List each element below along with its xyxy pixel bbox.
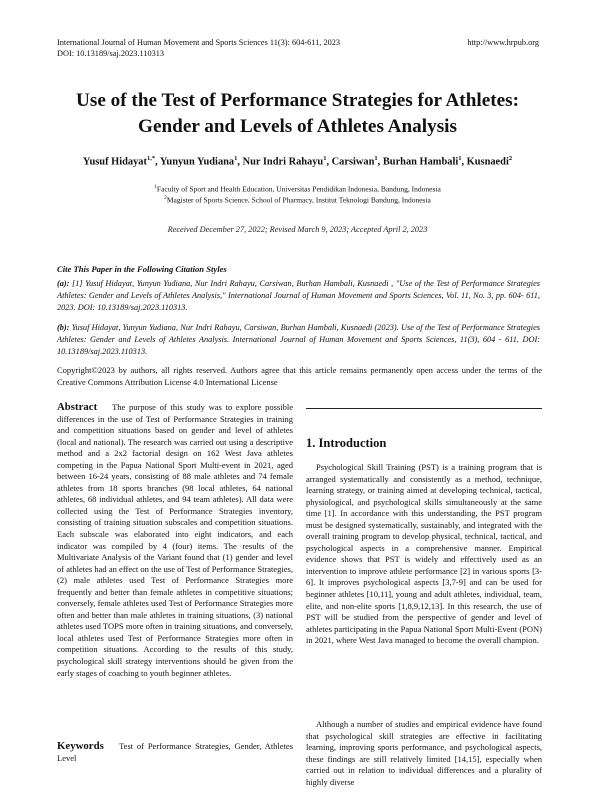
author-name: Burhan Hambali	[382, 156, 459, 168]
column-divider-rule	[306, 408, 542, 409]
citation-label: (b):	[57, 323, 70, 332]
affiliation-text: Faculty of Sport and Health Education, Universitas Pendidikan Indonesia, Bandung, Indonesia	[156, 184, 441, 194]
author-name: Yunyun Yudiana	[159, 156, 235, 168]
citation-heading: Cite This Paper in the Following Citation Styles	[57, 264, 227, 274]
author-affiliation-mark: 1	[458, 155, 462, 162]
keywords-label: Keywords	[57, 740, 104, 752]
copyright-notice: Copyright©2023 by authors, all rights reserved. Authors agree that this article remains permanently open access under the terms of the Creative Commons Attribution License 4.0 International License	[57, 365, 542, 387]
author-separator: ,	[326, 156, 332, 168]
author-separator: ,	[461, 156, 467, 168]
abstract-text: The purpose of this study was to explore possible differences in the use of Test of Performance Strategies in training and competition situations based on gender and level of athletes (local and national). The research was carried out using a descriptive method and a 2x2 factorial design on 162 West Java athletes competing in the Papua National Sport Multi-event in 2021, aged between 16-24 years, consisting of 88 male athletes and 74 female athletes from 18 sports branches (98 local athletes, 64 national athletes, 68 individual athletes, and 94 team athletes). All data were collected using the Test of Performance Strategies inventory, consisting of training situation subscales and competition situations. Each subscale was elaborated into eight indicators, and each indicator was compiled by 4 (four) items. The results of the Multivariate Analysis of the Variant found that (1) gender and level of athletes had an effect on the use of Test of Performance Strategies, (2) male athletes used Test of Performance Strategies more frequently and better than female athletes in competitive situations; conversely, female athletes used Test of Performance Strategies more often and better than male athletes in training situations, (3) national athletes used TOPS more often in training situations, and conversely, local athletes used Test of Performance Strategies more often in competition situations. According to the results of this study, psychological skill strategy interventions should be given from the early stages of coaching to youth beginner athletes.	[57, 402, 293, 678]
journal-url[interactable]: http://www.hrpub.org	[467, 38, 539, 47]
abstract	[57, 402, 293, 679]
author-list	[30, 155, 565, 167]
author-affiliation-mark: 1	[374, 155, 378, 162]
author-affiliation-mark: 1	[323, 155, 327, 162]
author-name: Kusnaedi	[466, 156, 509, 168]
affiliation-2	[30, 193, 565, 206]
author-affiliation-mark: 1	[234, 155, 238, 162]
journal-citation: International Journal of Human Movement and Sports Sciences 11(3): 604-611, 2023	[57, 38, 341, 47]
keywords	[57, 741, 293, 764]
title-line-1: Use of the Test of Performance Strategies for Athletes:	[76, 90, 519, 111]
section-heading-introduction: 1. Introduction	[306, 436, 387, 450]
citation-text: [1] Yusuf Hidayat, Yunyun Yudiana, Nur Indri Rahayu, Carsiwan, Burhan Hambali, Kusnaedi , "Use of the Test of Performance Strategies Athletes: Gender and Levels of Athletes Analysis," International Journal of Human Movement and Sports Sciences, Vol. 11, No. 3, pp. 604- 611, 2023. DOI: 10.13189/saj.2023.110313.	[57, 279, 540, 312]
affiliation-mark: 2	[164, 195, 167, 201]
title-line-2: Gender and Levels of Athletes Analysis	[138, 116, 457, 137]
author-affiliation-mark: 2	[508, 155, 513, 162]
author-separator: ,	[237, 156, 243, 168]
citation-text: Yusuf Hidayat, Yunyun Yudiana, Nur Indri Rahayu, Carsiwan, Burhan Hambali, Kusnaedi (2023). Use of the Test of Performance Strategies Athletes: Gender and Levels of Athletes Analysis. International Journal of Human Movement and Sports Sciences, 11(3), 604 - 611. DOI: 10.13189/saj.2023.110313.	[57, 323, 540, 356]
author-affiliation-mark: 1,*	[146, 155, 156, 162]
citation-style-b	[57, 322, 540, 358]
received-dates: Received December 27, 2022; Revised March 9, 2023; Accepted April 2, 2023	[167, 225, 428, 234]
keywords-text: Test of Performance Strategies, Gender, Athletes Level	[57, 741, 294, 763]
author-name: Yusuf Hidayat	[82, 156, 147, 168]
paper-title	[40, 88, 555, 140]
citation-label: (a):	[57, 279, 70, 288]
author-separator: ,	[155, 156, 160, 168]
citation-style-a	[57, 278, 540, 314]
introduction-paragraph-2: Although a number of studies and empirical evidence have found that psychological skill strategies are effective in facilitating learning, improving sports performance, and psychological aspects, these findings are still relatively limited [14,15], especially when carried out in relation to individual differences and a plurality of highly diverse	[306, 719, 542, 787]
affiliation-mark: 1	[154, 184, 157, 190]
abstract-label: Abstract	[57, 401, 98, 413]
introduction-paragraph-1: Psychological Skill Training (PST) is a training program that is arranged systematically and consistently as a method, technique, learning strategy, or training aimed at developing technical, tactical, physiological, and psychological skills simultaneously at the same time [1]. In accordance with this understanding, the PST program must be designed systematically, sustainably, and integrated with the overall training program to develop physical, technical, tactical, and psychological aspects in a comprehensive manner. Empirical evidence shows that PST is widely and effectively used as an intervention to improve athlete performance [2] in various sports [3-6]. It improves psychological aspects [3,7-9] and can be used for beginner athletes [10,11], young and adult athletes, individual, team, elite, and non-elite sports [1,8,9,12,13]. In this research, the use of PST will be studied from the perspective of gender and level of athletes participating in the Papua National Sport Multi-Event (PON) in 2021, where West Java managed to become the overall champion.	[306, 462, 542, 646]
author-name: Nur Indri Rahayu	[242, 156, 324, 168]
doi: DOI: 10.13189/saj.2023.110313	[57, 49, 165, 58]
affiliation-text: Magister of Sports Science, School of Pharmacy, Institut Teknologi Bandung, Indonesia	[166, 195, 431, 205]
author-name: Carsiwan	[331, 156, 375, 168]
author-separator: ,	[377, 156, 383, 168]
